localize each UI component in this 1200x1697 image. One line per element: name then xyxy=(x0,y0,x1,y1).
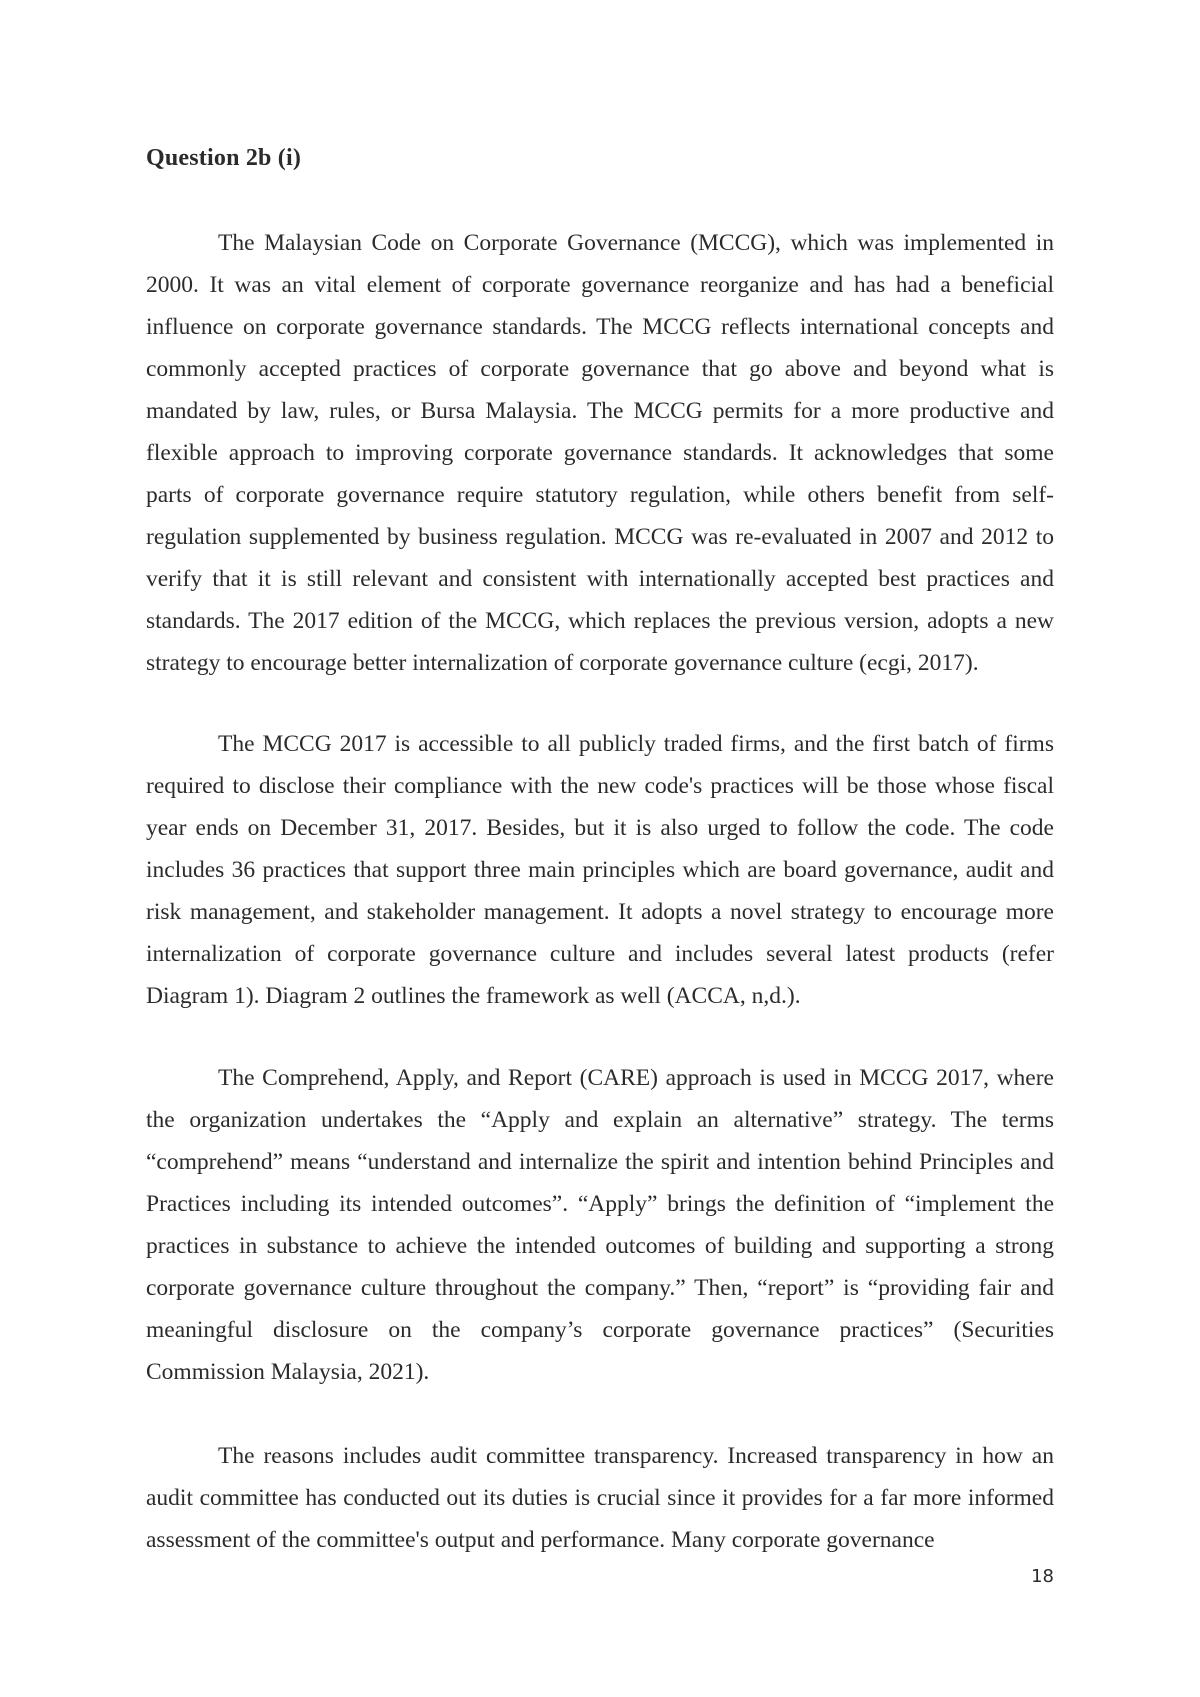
paragraph-mccg-overview: The Malaysian Code on Corporate Governance (MCCG), which was implemented in 2000. It was an vital element of corporate governance reorganize and has had a beneficial influence on corporate governance standards. The MCCG reflects international concepts and commonly accepted practices of corporate governance that go above and beyond what is mandated by law, rules, or Bursa Malaysia. The MCCG permits for a more productive and flexible approach to improving corporate governance standards. It acknowledges that some parts of corporate governance require statutory regulation, while others benefit from self-regulation supplemented by business regulation. MCCG was re-evaluated in 2007 and 2012 to verify that it is still relevant and consistent with internationally accepted best practices and standards. The 2017 edition of the MCCG, which replaces the previous version, adopts a new strategy to encourage better internalization of corporate governance culture (ecgi, 2017). xyxy=(146,230,1054,676)
section-heading: Question 2b (i) xyxy=(146,145,302,171)
paragraph-care-approach: The Comprehend, Apply, and Report (CARE) approach is used in MCCG 2017, where the organization undertakes the “Apply and explain an alternative” strategy. The terms “comprehend” means “understand and internalize the spirit and intention behind Principles and Practices including its intended outcomes”. “Apply” brings the definition of “implement the practices in substance to achieve the intended outcomes of building and supporting a strong corporate governance culture throughout the company.” Then, “report” is “providing fair and meaningful disclosure on the company’s corporate governance practices” (Securities Commission Malaysia, 2021). xyxy=(146,1065,1054,1385)
paragraph-mccg-2017: The MCCG 2017 is accessible to all publicly traded firms, and the first batch of firms required to disclose their compliance with the new code's practices will be those whose fiscal year ends on December 31, 2017. Besides, but it is also urged to follow the code. The code includes 36 practices that support three main principles which are board governance, audit and risk management, and stakeholder management. It adopts a novel strategy to encourage more internalization of corporate governance culture and includes several latest products (refer Diagram 1). Diagram 2 outlines the framework as well (ACCA, n,d.). xyxy=(146,731,1054,1009)
page-number: 18 xyxy=(1031,1566,1054,1587)
paragraph-audit-committee: The reasons includes audit committee transparency. Increased transparency in how an audit committee has conducted out its duties is crucial since it provides for a far more informed assessment of the committee's output and performance. Many corporate governance xyxy=(146,1443,1054,1553)
